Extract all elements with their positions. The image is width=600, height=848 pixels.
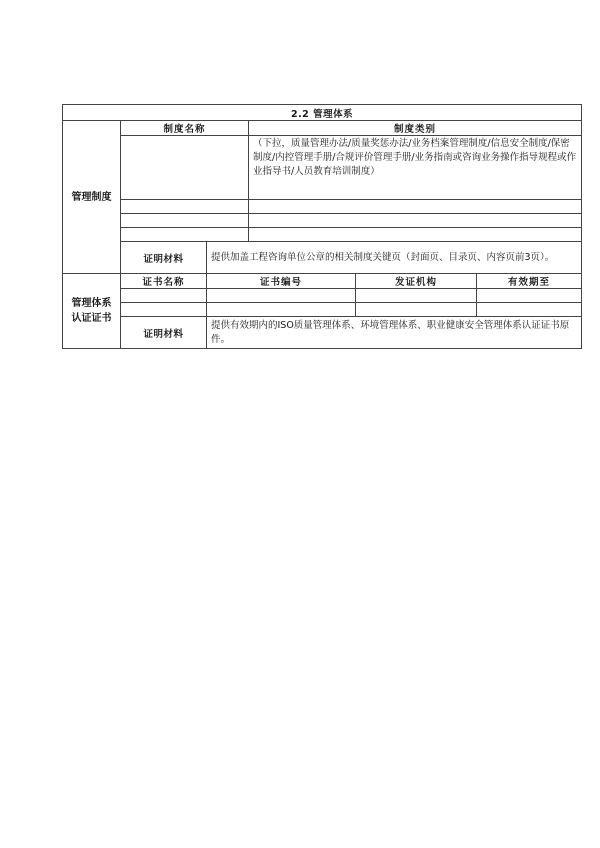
certificate-issuer-header: 发证机构 (356, 274, 477, 289)
system-category-cell[interactable] (249, 228, 582, 242)
system-category-cell[interactable] (249, 200, 582, 214)
certificate-name-header: 证书名称 (121, 274, 207, 289)
certificate-number-cell[interactable] (207, 303, 356, 317)
certificate-validity-header: 有效期至 (477, 274, 582, 289)
system-name-cell[interactable] (121, 200, 249, 214)
certificate-name-cell[interactable] (121, 289, 207, 303)
system-category-cell[interactable] (249, 214, 582, 228)
system-name-cell[interactable] (121, 214, 249, 228)
certificate-evidence-label: 证明材料 (121, 317, 207, 349)
certificate-evidence-text: 提供有效期内的ISO质量管理体系、环境管理体系、职业健康安全管理体系认证证书原件。 (207, 317, 582, 349)
certificate-validity-cell[interactable] (477, 303, 582, 317)
certificate-row-label-line2: 认证证书 (71, 313, 112, 324)
certificate-number-cell[interactable] (207, 289, 356, 303)
system-name-cell[interactable] (121, 136, 249, 200)
certificate-name-cell[interactable] (121, 303, 207, 317)
certificate-row-label-line1: 管理体系 (71, 298, 112, 309)
certificate-issuer-cell[interactable] (356, 289, 477, 303)
system-category-header: 制度类别 (249, 121, 582, 136)
certificate-number-header: 证书编号 (207, 274, 356, 289)
system-name-header: 制度名称 (121, 121, 249, 136)
section-title: 2.2 管理体系 (63, 105, 582, 121)
system-evidence-text: 提供加盖工程咨询单位公章的相关制度关键页（封面页、目录页、内容页前3页）。 (207, 242, 582, 274)
system-evidence-label: 证明材料 (121, 242, 207, 274)
management-system-table (62, 104, 582, 349)
certificate-validity-cell[interactable] (477, 289, 582, 303)
system-name-cell[interactable] (121, 228, 249, 242)
certificate-row-label (63, 274, 121, 349)
certificate-issuer-cell[interactable] (356, 303, 477, 317)
system-category-description: （下拉，质量管理办法/质量奖惩办法/业务档案管理制度/信息安全制度/保密制度/内控管理手册/合规评价管理手册/业务指南或咨询业务操作指导规程或作业指导书/人员教育培训制度） (249, 136, 582, 200)
system-row-label: 管理制度 (63, 121, 121, 274)
